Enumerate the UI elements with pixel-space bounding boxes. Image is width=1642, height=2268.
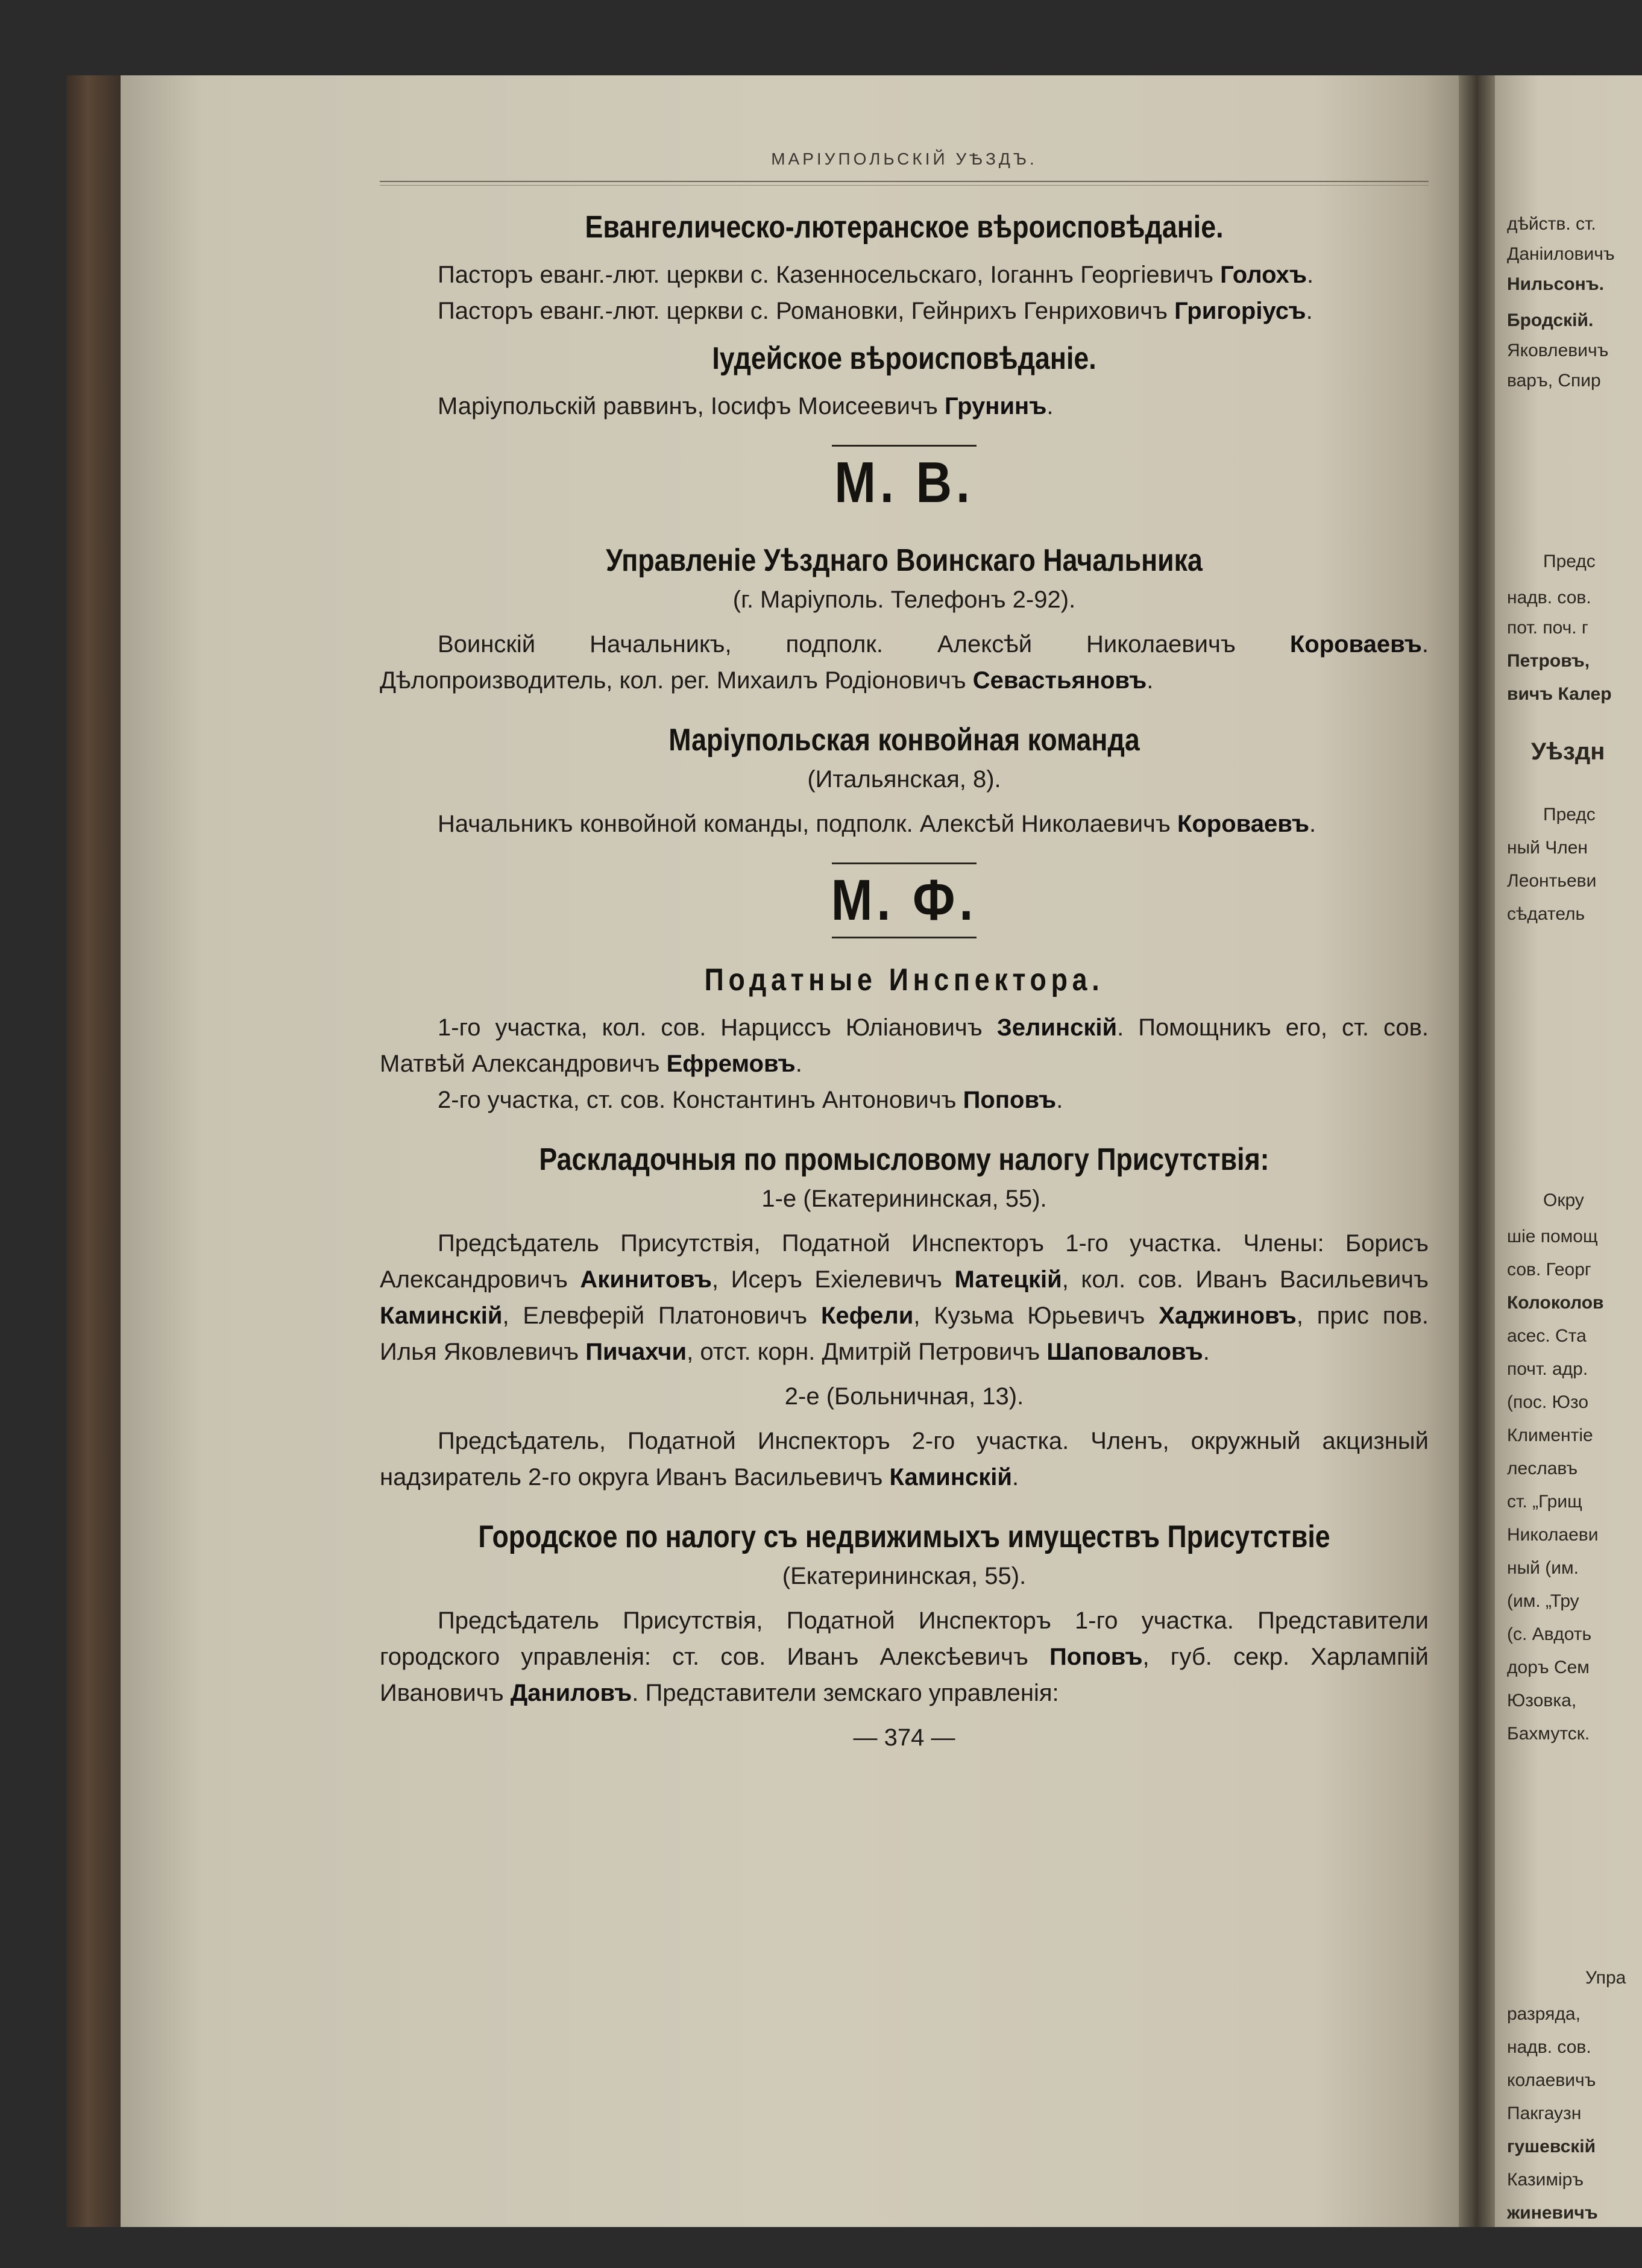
right-page-line: сѣдатель <box>1507 904 1585 924</box>
paragraph: Предсѣдатель Присутствія, Податной Инспекторъ 1-го участка. Представители городского управленія: ст. сов. Иванъ Алексѣевичъ Поповъ, губ. секр. Харлампій Ивановичъ Даниловъ. Представители земскаго управленія: <box>380 1607 1429 1706</box>
right-page-line: Яковлевичъ <box>1507 341 1609 360</box>
right-page-line: ный (им. <box>1507 1558 1579 1578</box>
right-page-line: жиневичъ <box>1507 2203 1598 2223</box>
section-heading-real-estate: Городское по налогу съ недвижимыхъ имуществъ Присутствіе <box>478 1519 1330 1554</box>
subsection-title: 2-е (Больничная, 13). <box>784 1383 1024 1410</box>
section-address: (Екатерининская, 55). <box>782 1563 1027 1589</box>
section-heading-assessment: Раскладочныя по промысловому налогу Присутствія: <box>539 1142 1269 1177</box>
paragraph: Пасторъ еванг.-лют. церкви с. Романовки, Гейнрихъ Генриховичъ Григоріусъ. <box>438 298 1313 324</box>
paragraph: Начальникъ конвойной команды, подполк. Алексѣй Николаевичъ Короваевъ. <box>438 811 1316 837</box>
right-page-line: почт. адр. <box>1507 1359 1588 1379</box>
right-page-line: (им. „Тру <box>1507 1591 1579 1611</box>
department-letter: М. В. <box>834 450 974 515</box>
right-page-line: Леонтьеви <box>1507 871 1597 891</box>
right-page-line: Юзовка, <box>1507 1691 1577 1710</box>
right-page-line: шіе помощ <box>1507 1227 1598 1246</box>
right-page-line: Даніиловичъ <box>1507 244 1615 264</box>
subsection-title: 1-е (Екатерининская, 55). <box>761 1186 1047 1212</box>
section-heading-military: Управленіе Уѣзднаго Воинскаго Начальника <box>606 543 1203 578</box>
book-spine <box>66 75 121 2227</box>
book-gutter <box>1459 75 1495 2227</box>
right-page-line: асес. Ста <box>1507 1326 1587 1346</box>
right-page-line: вичъ Калер <box>1507 684 1612 704</box>
right-page-line: Окру <box>1543 1190 1584 1210</box>
right-page-line: Климентіе <box>1507 1425 1593 1445</box>
right-page-line: дѣйств. ст. <box>1507 214 1596 234</box>
right-page-line: гушевскій <box>1507 2137 1596 2156</box>
section-heading-convoy: Маріупольская конвойная команда <box>668 723 1140 758</box>
right-page-line: разряда, <box>1507 2004 1581 2024</box>
right-page-line: Предс <box>1543 551 1596 571</box>
right-page-line: Бродскій. <box>1507 310 1594 330</box>
right-page-line: варъ, Спир <box>1507 371 1601 391</box>
right-page-line: Нильсонъ. <box>1507 274 1604 294</box>
page-content <box>380 145 1429 1751</box>
right-page-line: Пакгаузн <box>1507 2103 1582 2123</box>
paragraph: Предсѣдатель, Податной Инспекторъ 2-го участка. Членъ, окружный акцизный надзиратель 2-го округа Иванъ Васильевичъ Каминскій. <box>380 1428 1429 1491</box>
right-page-line: (с. Авдоть <box>1507 1624 1592 1644</box>
paragraph: Воинскій Начальникъ, подполк. Алексѣй Николаевичъ Короваевъ. Дѣлопроизводитель, кол. рег. Михаилъ Родіоновичъ Севастьяновъ. <box>380 631 1429 694</box>
right-page-line: Николаеви <box>1507 1525 1599 1545</box>
right-page-line: Казиміръ <box>1507 2170 1584 2190</box>
section-address: (Итальянская, 8). <box>807 766 1001 793</box>
paragraph: 2-го участка, ст. сов. Константинъ Антоновичъ Поповъ. <box>438 1087 1063 1113</box>
right-page-line: надв. сов. <box>1507 588 1591 608</box>
right-page-line: надв. сов. <box>1507 2037 1591 2057</box>
right-page-line: леславъ <box>1507 1459 1578 1478</box>
running-head: МАРІУПОЛЬСКІЙ УѢЗДЪ. <box>771 149 1037 168</box>
right-page-line: Уѣздн <box>1531 738 1605 765</box>
right-page-line: колаевичъ <box>1507 2070 1596 2090</box>
paragraph: Предсѣдатель Присутствія, Податной Инспекторъ 1-го участка. Члены: Борисъ Александровичъ Акинитовъ, Исеръ Ехіелевичъ Матецкій, кол. сов. Иванъ Васильевичъ Каминскій, Елевферій Платоновичъ Кефели, Кузьма Юрьевичъ Хаджиновъ, прис пов. Илья Яковлевичъ Пичахчи, отст. корн. Дмитрій Петровичъ Шаповаловъ. <box>380 1230 1429 1365</box>
right-page-line: Колоколов <box>1507 1293 1604 1313</box>
right-page-line: пот. поч. г <box>1507 618 1588 638</box>
department-letter: М. Ф. <box>831 868 978 932</box>
right-page-line: Бахмутск. <box>1507 1724 1590 1744</box>
section-heading-judaic: Іудейское вѣроисповѣданіе. <box>712 341 1096 376</box>
header-rule <box>380 181 1429 186</box>
paragraph: 1-го участка, кол. сов. Нарциссъ Юліановичъ Зелинскій. Помощникъ его, ст. сов. Матвѣй Александровичъ Ефремовъ. <box>380 1014 1429 1077</box>
right-page-line: Упра <box>1585 1968 1626 1988</box>
right-page-line: ный Член <box>1507 838 1588 858</box>
right-page-line: доръ Сем <box>1507 1657 1590 1677</box>
paragraph: Пасторъ еванг.-лют. церкви с. Казенносельскаго, Іоганнъ Георгіевичъ Голохъ. <box>438 262 1314 288</box>
right-page-line: сов. Георг <box>1507 1260 1591 1280</box>
right-page-line: Петровъ, <box>1507 651 1590 671</box>
page-number: — 374 — <box>853 1724 955 1751</box>
section-heading-tax-inspectors: Податные Инспектора. <box>704 963 1104 997</box>
right-page-line: Предс <box>1543 805 1596 825</box>
right-page-line: (пос. Юзо <box>1507 1392 1588 1412</box>
right-page <box>1495 75 1642 2227</box>
section-address: (г. Маріуполь. Телефонъ 2-92). <box>732 586 1076 613</box>
right-page-line: ст. „Грищ <box>1507 1492 1582 1512</box>
paragraph: Маріупольскій раввинъ, Іосифъ Моисеевичъ Грунинъ. <box>438 393 1054 419</box>
section-heading-evangelical: Евангелическо-лютеранское вѣроисповѣданіе. <box>585 210 1224 245</box>
